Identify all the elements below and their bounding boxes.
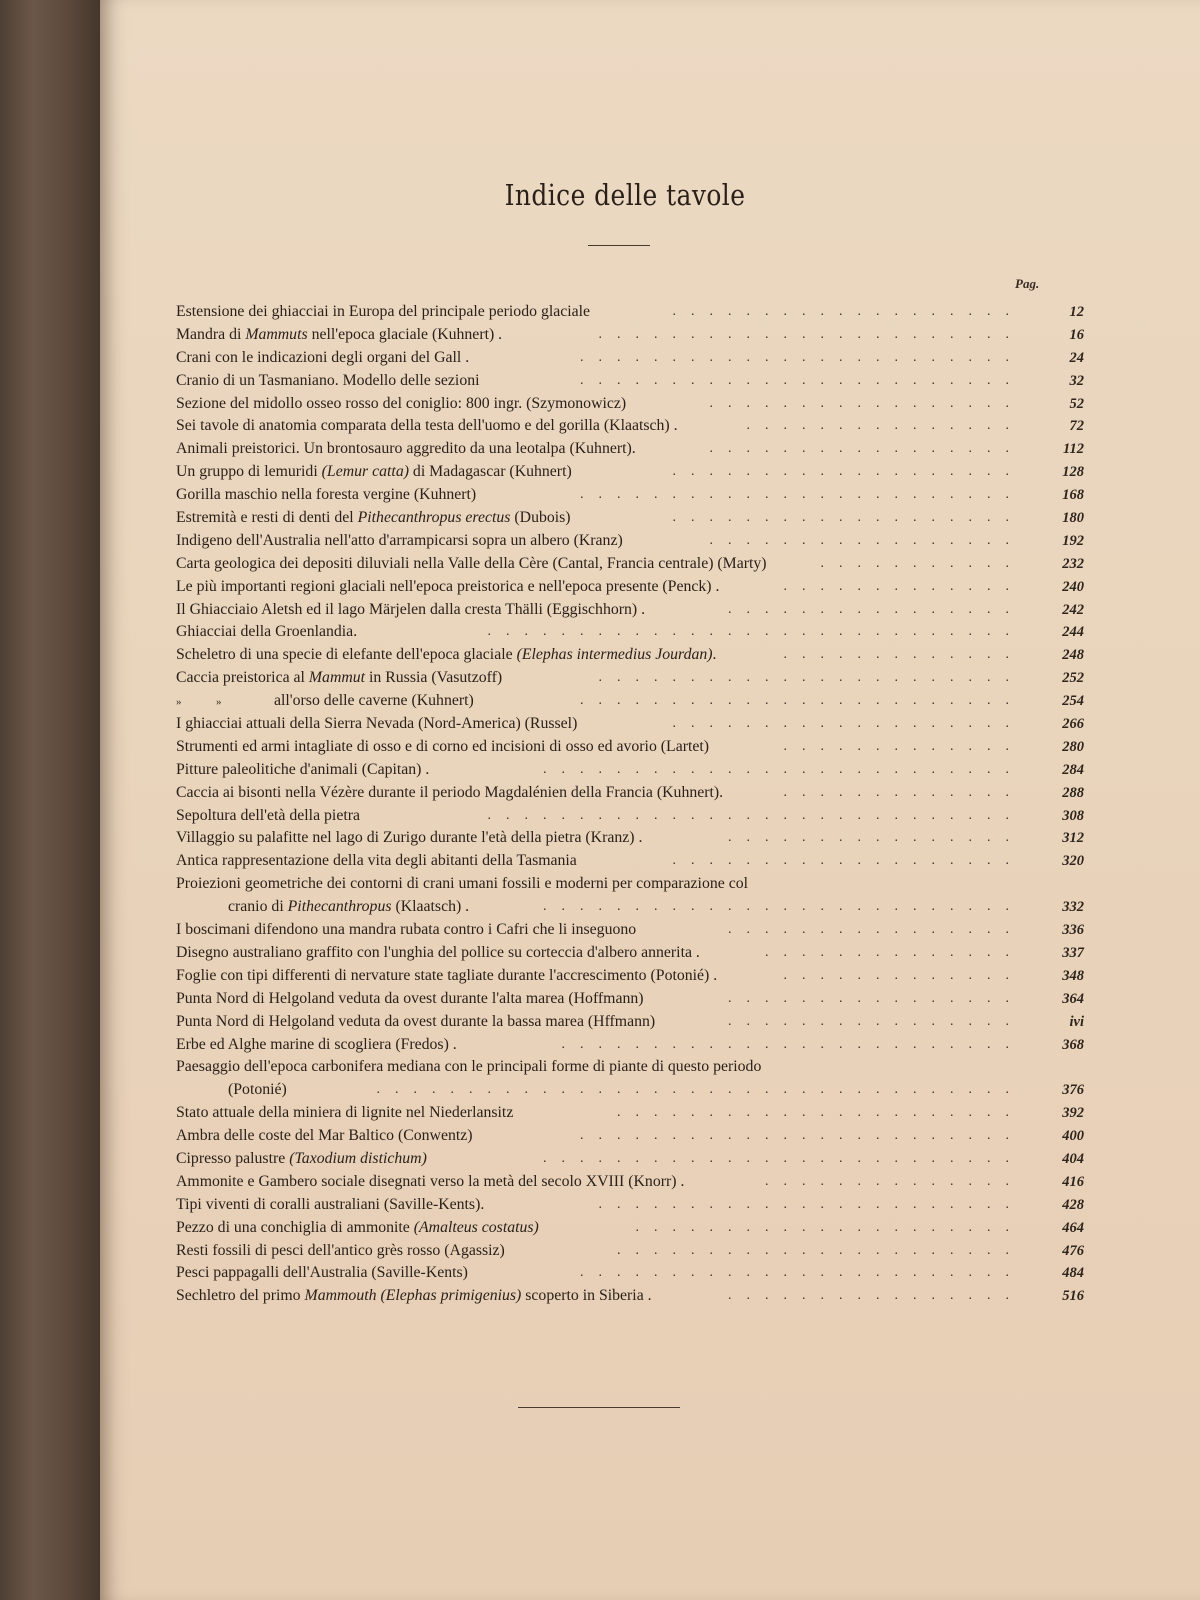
leader-dots: ..................... [635, 1219, 1024, 1235]
leader-dots: ................ [728, 922, 1024, 938]
index-entry [176, 850, 1084, 873]
entry-page-number: 24 [1069, 349, 1084, 366]
leader-dots: ................ [728, 601, 1024, 617]
index-entry [176, 736, 1084, 759]
entry-text-segment: Il Ghiacciaio Aletsh ed il lago Märjelen dalla cresta Thälli (Eggischhorn) . [176, 600, 646, 618]
index-entry [176, 1240, 1084, 1263]
index-entry [176, 942, 1084, 965]
entry-text-segment: (Klaatsch) . [391, 898, 470, 916]
leader-dots: ................... [672, 853, 1024, 869]
index-entry [176, 988, 1084, 1011]
leader-dots: ............. [783, 967, 1024, 983]
index-entry [176, 1171, 1084, 1194]
entry-page-number: 308 [1062, 807, 1084, 824]
ditto-mark: » [216, 696, 222, 709]
leader-dots: ....................... [598, 1196, 1024, 1212]
leader-dots: ...................... [617, 1242, 1024, 1258]
entry-text-segment: Sechletro del primo [176, 1287, 305, 1305]
leader-dots: ......................... [561, 1036, 1024, 1052]
entry-page-number: 32 [1069, 372, 1084, 389]
leader-dots: ................. [709, 395, 1024, 411]
entry-page-number: 284 [1062, 761, 1084, 778]
entry-text-segment: Strumenti ed armi intagliate di osso e di corno ed incisioni di osso ed avorio (Lartet) [176, 737, 710, 755]
leader-dots: ........... [820, 555, 1024, 571]
index-entry [176, 415, 1084, 438]
entry-page-number: 332 [1062, 899, 1084, 916]
leader-dots: ................. [709, 532, 1024, 548]
entry-page-number: 416 [1062, 1173, 1084, 1190]
entry-text-segment: Pezzo di una conchiglia di ammonite [176, 1218, 414, 1236]
index-entry [176, 713, 1084, 736]
entry-text-segment: Sezione del midollo osseo rosso del coniglio: 800 ingr. (Szymonowicz) [176, 394, 627, 412]
index-entry [176, 1011, 1084, 1034]
entry-text-segment: Crani con le indicazioni degli organi del Gall . [176, 348, 470, 366]
leader-dots: ................ [728, 830, 1024, 846]
entry-text-segment: nell'epoca glaciale (Kuhnert) . [307, 325, 503, 343]
plates-index-list [176, 301, 1084, 1308]
entry-text-segment: Punta Nord di Helgoland veduta da ovest durante la bassa marea (Hffmann) [176, 1012, 656, 1030]
entry-text-segment: Pitture paleolitiche d'animali (Capitan) . [176, 760, 430, 778]
entry-text-segment: in Russia (Vasutzoff) [365, 669, 503, 687]
index-entry [176, 1148, 1084, 1171]
entry-page-number: 244 [1062, 624, 1084, 641]
entry-page-number: 320 [1062, 853, 1084, 870]
entry-text-segment: Antica rappresentazione della vita degli abitanti della Tasmania [176, 852, 577, 870]
entry-text-segment: Caccia ai bisonti nella Vézère durante il periodo Magdalénien della Francia (Kuhnert). [176, 783, 724, 801]
entry-page-number: 232 [1062, 555, 1084, 572]
leader-dots: ............................. [487, 807, 1024, 823]
index-entry [176, 621, 1084, 644]
entry-italic-text: Pithecanthropus erectus [357, 509, 511, 527]
index-entry [176, 438, 1084, 461]
entry-text-segment: Pesci pappagalli dell'Australia (Saville-Kents) [176, 1264, 468, 1282]
leader-dots: ................................... [376, 1082, 1024, 1098]
leader-dots: ............. [783, 578, 1024, 594]
leader-dots: ................... [672, 716, 1024, 732]
entry-page-number: 266 [1062, 716, 1084, 733]
leader-dots: ................... [672, 464, 1024, 480]
leader-dots: ................... [672, 304, 1024, 319]
page-title: Indice delle tavole [504, 178, 746, 212]
book-spine [0, 0, 110, 1600]
index-entry [176, 301, 1084, 324]
entry-text-segment: Ammonite e Gambero sociale disegnati verso la metà del secolo XVIII (Knorr) . [176, 1172, 685, 1190]
entry-text-segment: cranio di [228, 898, 288, 916]
entry-text-segment: Foglie con tipi differenti di nervature state tagliate durante l'accrescimento (Potonié) . [176, 966, 718, 984]
leader-dots: .............. [765, 944, 1024, 960]
entry-page-number: 336 [1062, 922, 1084, 939]
leader-dots: .......................... [543, 899, 1024, 915]
entry-italic-text: (Lemur catta) [321, 463, 409, 481]
index-entry [176, 873, 1084, 919]
leader-dots: ........................ [580, 1265, 1024, 1281]
leader-dots: ............. [783, 647, 1024, 663]
page-column-label: Pag. [1015, 276, 1040, 291]
leader-dots: .............. [765, 1173, 1024, 1189]
entry-page-number: 192 [1062, 532, 1084, 549]
entry-page-number: 404 [1062, 1150, 1084, 1167]
entry-text-segment: . [712, 646, 717, 664]
entry-text-segment: (Potonié) [228, 1081, 287, 1099]
leader-dots: ............. [783, 738, 1024, 754]
leader-dots: ........................ [580, 349, 1024, 365]
entry-text-segment: Animali preistorici. Un brontosauro aggredito da una leotalpa (Kuhnert). [176, 440, 636, 458]
index-entry [176, 965, 1084, 988]
entry-italic-text: (Amalteus costatus) [413, 1218, 539, 1236]
leader-dots: ....................... [598, 670, 1024, 686]
entry-text-segment: I ghiacciai attuali della Sierra Nevada (Nord-America) (Russel) [176, 715, 578, 733]
index-entry [176, 919, 1084, 942]
index-entry [176, 1034, 1084, 1057]
index-entry [176, 347, 1084, 370]
entry-page-number: 484 [1062, 1265, 1084, 1282]
entry-text-segment: Scheletro di una specie di elefante dell'epoca glaciale [176, 646, 517, 664]
index-entry [176, 1217, 1084, 1240]
entry-page-number: 252 [1062, 670, 1084, 687]
entry-page-number: 180 [1062, 510, 1084, 527]
entry-italic-text: Mammouth [304, 1287, 377, 1305]
index-entry [176, 484, 1084, 507]
entry-text-segment: Un gruppo di lemuridi [176, 463, 322, 481]
entry-text-segment: Disegno australiano graffito con l'unghia del pollice su corteccia d'albero annerita . [176, 943, 700, 961]
index-entry [176, 690, 1084, 713]
entry-text-segment: Mandra di [176, 325, 246, 343]
entry-text-segment: (Dubois) [510, 509, 571, 527]
entry-page-number: 12 [1069, 304, 1084, 320]
leader-dots: ........................ [580, 1128, 1024, 1144]
entry-page-number: 248 [1062, 647, 1084, 664]
ditto-marks [176, 690, 274, 713]
entry-text-segment: Proiezioni geometriche dei contorni di crani umani fossili e moderni per comparazione col [176, 875, 749, 893]
entry-text-segment: Ghiacciai della Groenlandia. [176, 623, 358, 641]
entry-text-segment: di Madagascar (Kuhnert) [408, 463, 572, 481]
entry-text-segment: Indigeno dell'Australia nell'atto d'arrampicarsi sopra un albero (Kranz) [176, 531, 623, 549]
ditto-mark: » [176, 696, 182, 709]
closing-rule [518, 1407, 680, 1408]
entry-text-segment: Tipi viventi di coralli australiani (Saville-Kents). [176, 1195, 485, 1213]
entry-text-segment: Carta geologica dei depositi diluviali nella Valle della Cère (Cantal, Francia centrale) (Marty) [176, 554, 767, 572]
entry-text-segment: Paesaggio dell'epoca carbonifera mediana con le principali forme di piante di questo periodo [176, 1058, 762, 1076]
index-entry [176, 461, 1084, 484]
index-entry [176, 1102, 1084, 1125]
entry-page-number: 280 [1062, 738, 1084, 755]
leader-dots: ................... [672, 510, 1024, 526]
index-entry [176, 1285, 1084, 1308]
entry-page-number: 242 [1062, 601, 1084, 618]
entry-page-number: 516 [1062, 1288, 1084, 1305]
entry-page-number: 476 [1062, 1242, 1084, 1259]
index-entry [176, 1125, 1084, 1148]
entry-page-number: 240 [1062, 578, 1084, 595]
index-entry [176, 827, 1084, 850]
leader-dots: ........................ [580, 693, 1024, 709]
leader-dots: ................ [728, 990, 1024, 1006]
index-entry [176, 1194, 1084, 1217]
leader-dots: ............. [783, 784, 1024, 800]
entry-page-number: 464 [1062, 1219, 1084, 1236]
entry-page-number: 392 [1062, 1105, 1084, 1122]
index-entry [176, 759, 1084, 782]
index-entry [176, 507, 1084, 530]
leader-dots: ............... [746, 418, 1024, 434]
entry-italic-text: Mammut [308, 669, 366, 687]
index-entry [176, 370, 1084, 393]
index-entry [176, 599, 1084, 622]
entry-page-number: 168 [1062, 487, 1084, 504]
entry-page-number: 348 [1062, 967, 1084, 984]
entry-page-number: 312 [1062, 830, 1084, 847]
entry-text-segment: Stato attuale della miniera di lignite nel Niederlansitz [176, 1104, 514, 1122]
entry-text-segment: scoperto in Siberia . [521, 1287, 652, 1305]
leader-dots: .......................... [543, 761, 1024, 777]
leader-dots: ................. [709, 441, 1024, 457]
entry-text-segment: Cipresso palustre [176, 1149, 290, 1167]
entry-text-segment: Gorilla maschio nella foresta vergine (Kuhnert) [176, 486, 477, 504]
entry-text-segment: all'orso delle caverne (Kuhnert) [274, 692, 474, 710]
entry-page-number: 254 [1062, 693, 1084, 710]
title-rule [588, 245, 650, 246]
index-entry [176, 393, 1084, 416]
entry-page-number: 52 [1069, 395, 1084, 412]
index-entry [176, 805, 1084, 828]
entry-text-segment: Resti fossili di pesci dell'antico grès rosso (Agassiz) [176, 1241, 505, 1259]
leader-dots: ................ [728, 1013, 1024, 1029]
entry-italic-text: (Elephas primigenius) [380, 1287, 522, 1305]
leader-dots: ................ [728, 1288, 1024, 1304]
index-entry [176, 782, 1084, 805]
entry-page-number: 288 [1062, 784, 1084, 801]
entry-italic-text: (Taxodium distichum) [289, 1149, 427, 1167]
entry-page-number: ivi [1069, 1013, 1084, 1030]
entry-text-segment: Le più importanti regioni glaciali nell'epoca preistorica e nell'epoca presente (Penck) . [176, 577, 720, 595]
entry-page-number: 16 [1069, 326, 1084, 343]
entry-text-segment: Estremità e resti di denti del [176, 509, 358, 527]
index-entry [176, 553, 1084, 576]
entry-text-segment: Ambra delle coste del Mar Baltico (Conwentz) [176, 1127, 473, 1145]
index-entry [176, 667, 1084, 690]
entry-text-segment: Estensione dei ghiacciai in Europa del principale periodo glaciale [176, 303, 591, 320]
entry-text-segment: Villaggio su palafitte nel lago di Zurigo durante l'età della pietra (Kranz) . [176, 829, 643, 847]
index-entry [176, 1056, 1084, 1102]
index-entry [176, 1262, 1084, 1285]
entry-page-number: 72 [1069, 418, 1084, 435]
entry-page-number: 376 [1062, 1082, 1084, 1099]
entry-text-segment: Sei tavole di anatomia comparata della testa dell'uomo e del gorilla (Klaatsch) . [176, 417, 678, 435]
entry-italic-text: (Elephas intermedius Jourdan) [516, 646, 713, 664]
leader-dots: ............................. [487, 624, 1024, 640]
entry-page-number: 368 [1062, 1036, 1084, 1053]
index-entry [176, 576, 1084, 599]
entry-text-segment: I boscimani difendono una mandra rubata contro i Cafri che li inseguono [176, 921, 637, 939]
index-entry [176, 644, 1084, 667]
entry-italic-text: Mammuts [245, 325, 308, 343]
index-entry [176, 530, 1084, 553]
entry-page-number: 428 [1062, 1196, 1084, 1213]
entry-page-number: 337 [1062, 944, 1084, 961]
entry-page-number: 128 [1062, 464, 1084, 481]
entry-text-segment: Caccia preistorica al [176, 669, 309, 687]
entry-text-segment: Punta Nord di Helgoland veduta da ovest durante l'alta marea (Hoffmann) [176, 989, 644, 1007]
entry-page-number: 400 [1062, 1128, 1084, 1145]
entry-italic-text: Pithecanthropus [287, 898, 392, 916]
leader-dots: .......................... [543, 1150, 1024, 1166]
leader-dots: ...................... [617, 1105, 1024, 1121]
book-page [100, 0, 1200, 1600]
entry-page-number: 112 [1063, 441, 1084, 458]
leader-dots: ........................ [580, 372, 1024, 388]
entry-text-segment: Cranio di un Tasmaniano. Modello delle sezioni [176, 371, 480, 389]
entry-text-segment: Sepoltura dell'età della pietra [176, 806, 360, 824]
entry-text-segment: Erbe ed Alghe marine di scogliera (Fredos) . [176, 1035, 457, 1053]
index-entry [176, 324, 1084, 347]
entry-page-number: 364 [1062, 990, 1084, 1007]
leader-dots: ........................ [580, 487, 1024, 503]
entry-title [176, 1056, 1084, 1079]
entry-title [176, 873, 1084, 896]
leader-dots: ....................... [598, 326, 1024, 342]
